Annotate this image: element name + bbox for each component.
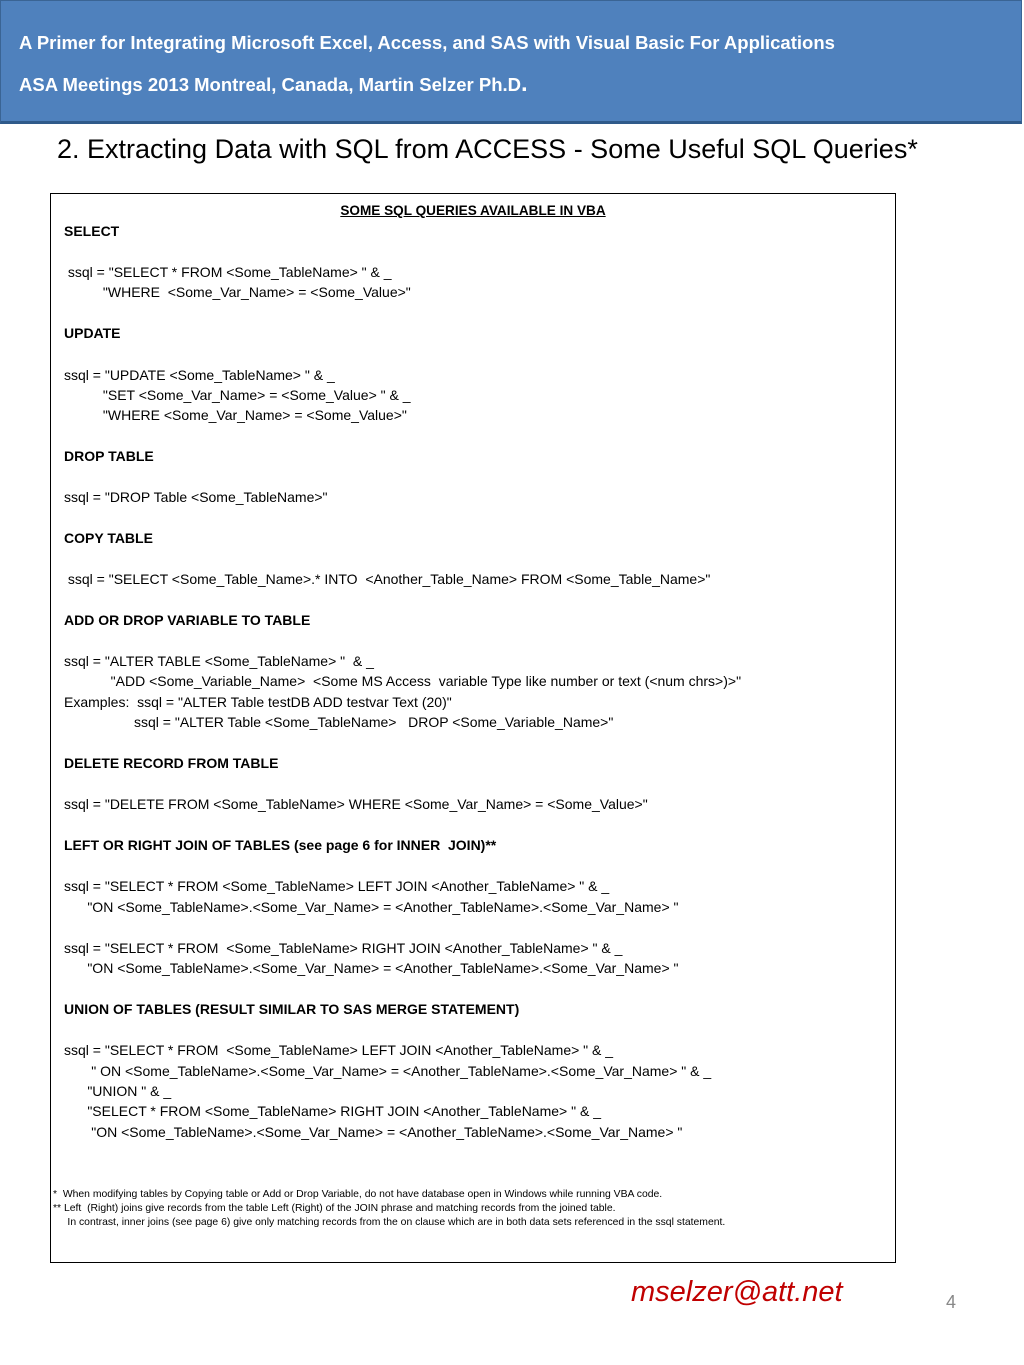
slide-title: 2. Extracting Data with SQL from ACCESS - Some Useful SQL Queries*	[57, 134, 918, 164]
alter-table-heading: ADD OR DROP VARIABLE TO TABLE	[64, 612, 311, 628]
join-code-line-1: ssql = "SELECT * FROM <Some_TableName> LEFT JOIN <Another_TableName> " & _	[64, 878, 610, 894]
footnote-3: In contrast, inner joins (see page 6) give only matching records from the on clause which are in both data sets referenced in the ssql statement.	[53, 1217, 726, 1228]
delete-record-code: ssql = "DELETE FROM <Some_TableName> WHERE <Some_Var_Name> = <Some_Value>"	[64, 796, 648, 812]
join-heading: LEFT OR RIGHT JOIN OF TABLES (see page 6 for INNER JOIN)**	[64, 837, 497, 853]
join-code-line-4: "ON <Some_TableName>.<Some_Var_Name> = <Another_TableName>.<Some_Var_Name> "	[64, 960, 679, 976]
alter-code-line-1: ssql = "ALTER TABLE <Some_TableName> " & _	[64, 653, 374, 669]
sql-queries-box	[50, 193, 896, 1263]
header-line-2-dot: .	[521, 70, 528, 97]
join-code-line-3: ssql = "SELECT * FROM <Some_TableName> RIGHT JOIN <Another_TableName> " & _	[64, 940, 623, 956]
header-line-2-text: ASA Meetings 2013 Montreal, Canada, Martin Selzer Ph.D	[19, 74, 522, 95]
update-heading: UPDATE	[64, 325, 121, 341]
page-number: 4	[946, 1292, 957, 1312]
update-code-line-3: "WHERE <Some_Var_Name> = <Some_Value>"	[64, 407, 407, 423]
update-code-line-1: ssql = "UPDATE <Some_TableName> " & _	[64, 367, 335, 383]
select-code-line-1: ssql = "SELECT * FROM <Some_TableName> " & _	[64, 264, 392, 280]
union-heading: UNION OF TABLES (RESULT SIMILAR TO SAS MERGE STATEMENT)	[64, 1001, 520, 1017]
box-heading: SOME SQL QUERIES AVAILABLE IN VBA	[340, 203, 606, 218]
copy-table-heading: COPY TABLE	[64, 530, 153, 546]
header-title-line-1: A Primer for Integrating Microsoft Excel, Access, and SAS with Visual Basic For Applications	[19, 32, 835, 53]
author-email: mselzer@att.net	[631, 1276, 843, 1308]
footnote-1: * When modifying tables by Copying table or Add or Drop Variable, do not have database open in Windows while running VBA code.	[53, 1189, 663, 1200]
union-code-line-1: ssql = "SELECT * FROM <Some_TableName> LEFT JOIN <Another_TableName> " & _	[64, 1042, 614, 1058]
alter-code-line-4: ssql = "ALTER Table <Some_TableName> DROP <Some_Variable_Name>"	[64, 714, 614, 730]
drop-table-heading: DROP TABLE	[64, 448, 154, 464]
select-code-line-2: "WHERE <Some_Var_Name> = <Some_Value>"	[64, 284, 411, 300]
select-heading: SELECT	[64, 223, 120, 239]
union-code-line-2: " ON <Some_TableName>.<Some_Var_Name> = <Another_TableName>.<Some_Var_Name> " & _	[64, 1063, 712, 1079]
union-code-line-3: "UNION " & _	[64, 1083, 172, 1099]
header-bar	[0, 0, 1022, 124]
union-code-line-4: "SELECT * FROM <Some_TableName> RIGHT JOIN <Another_TableName> " & _	[64, 1103, 601, 1119]
join-code-line-2: "ON <Some_TableName>.<Some_Var_Name> = <Another_TableName>.<Some_Var_Name> "	[64, 899, 679, 915]
header-title-line-2	[19, 70, 528, 98]
footnote-2: ** Left (Right) joins give records from the table Left (Right) of the JOIN phrase and matching records from the joined table.	[53, 1203, 616, 1214]
alter-code-line-2: "ADD <Some_Variable_Name> <Some MS Access variable Type like number or text (<num chrs>)>"	[64, 673, 742, 689]
alter-code-line-3: Examples: ssql = "ALTER Table testDB ADD testvar Text (20)"	[64, 694, 452, 710]
update-code-line-2: "SET <Some_Var_Name> = <Some_Value> " & _	[64, 387, 411, 403]
union-code-line-5: "ON <Some_TableName>.<Some_Var_Name> = <Another_TableName>.<Some_Var_Name> "	[64, 1124, 683, 1140]
drop-table-code: ssql = "DROP Table <Some_TableName>"	[64, 489, 328, 505]
copy-table-code: ssql = "SELECT <Some_Table_Name>.* INTO <Another_Table_Name> FROM <Some_Table_Name>"	[64, 571, 711, 587]
delete-record-heading: DELETE RECORD FROM TABLE	[64, 755, 279, 771]
